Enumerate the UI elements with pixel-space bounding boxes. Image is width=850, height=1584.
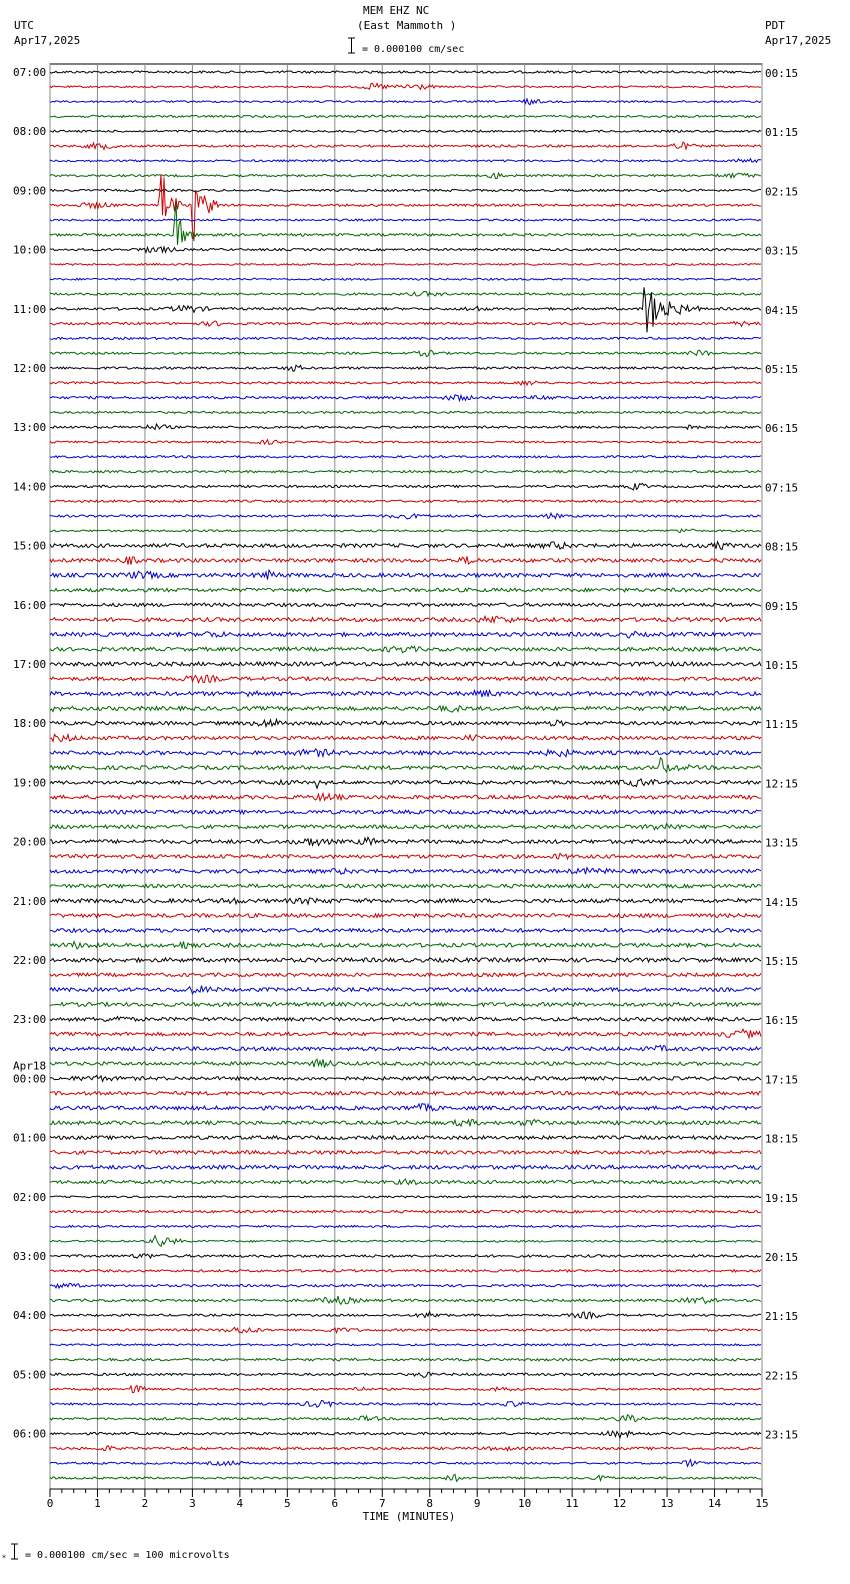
seismic-trace xyxy=(50,71,761,73)
seismic-trace xyxy=(50,1460,761,1467)
seismic-trace xyxy=(50,173,761,178)
pdt-hour-label: 18:15 xyxy=(765,1132,799,1146)
seismic-trace xyxy=(50,646,761,652)
left-timezone: UTC xyxy=(14,19,34,32)
seismic-trace xyxy=(50,1431,761,1438)
utc-hour-label: 19:00 xyxy=(13,776,47,790)
pdt-hour-label: 13:15 xyxy=(765,836,799,850)
pdt-hour-label: 20:15 xyxy=(765,1251,799,1264)
seismic-trace xyxy=(50,1296,761,1304)
seismic-trace xyxy=(50,1210,761,1213)
seismic-trace xyxy=(50,1104,761,1112)
x-tick-label: 10 xyxy=(518,1497,532,1510)
seismic-trace xyxy=(50,247,761,253)
pdt-hour-label: 19:15 xyxy=(765,1191,799,1205)
seismic-trace xyxy=(50,1076,761,1082)
x-tick-label: 5 xyxy=(284,1497,291,1510)
pdt-hour-label: 09:15 xyxy=(765,599,799,613)
seismic-trace xyxy=(50,115,761,117)
seismic-trace xyxy=(50,542,761,550)
utc-hour-label: 18:00 xyxy=(13,717,47,731)
seismic-trace xyxy=(50,1136,761,1140)
seismic-trace xyxy=(50,1045,761,1050)
seismic-trace xyxy=(50,570,761,579)
pdt-hour-label: 06:15 xyxy=(765,422,799,436)
seismic-trace xyxy=(50,174,761,241)
seismic-trace xyxy=(50,159,761,163)
seismic-trace xyxy=(50,853,761,859)
pdt-hour-label: 04:15 xyxy=(765,303,799,317)
seismic-trace xyxy=(50,1236,761,1247)
seismic-trace xyxy=(50,321,761,327)
seismic-trace xyxy=(50,749,761,757)
utc-hour-label: 01:00 xyxy=(13,1131,47,1145)
x-tick-label: 13 xyxy=(660,1497,674,1510)
seismic-trace xyxy=(50,130,761,132)
pdt-hour-label: 08:15 xyxy=(765,540,799,554)
seismic-trace xyxy=(50,1327,761,1333)
seismic-trace xyxy=(50,278,761,280)
seismic-trace xyxy=(50,1474,761,1481)
seismic-trace xyxy=(50,1017,761,1022)
seismic-trace xyxy=(50,837,761,845)
seismic-trace xyxy=(50,588,761,592)
utc-hour-label: 09:00 xyxy=(13,184,47,198)
seismic-trace xyxy=(50,1283,761,1288)
right-timezone: PDT xyxy=(765,19,785,32)
seismic-trace xyxy=(50,779,761,788)
footer-mark: ⁎ xyxy=(2,1551,6,1560)
seismic-trace xyxy=(50,395,761,401)
utc-hour-label: 15:00 xyxy=(13,539,47,553)
seismic-trace xyxy=(50,381,761,385)
seismic-trace xyxy=(50,1029,761,1038)
utc-hour-label: 22:00 xyxy=(13,954,47,967)
x-tick-label: 2 xyxy=(141,1497,149,1510)
seismic-trace xyxy=(50,263,761,265)
utc-hour-label: 13:00 xyxy=(13,421,47,435)
seismic-trace xyxy=(50,942,761,949)
footer-scale-bar-icon xyxy=(10,1543,19,1560)
date-change-label: Apr18 xyxy=(13,1059,47,1073)
utc-hour-label: 17:00 xyxy=(13,658,47,671)
seismic-trace xyxy=(50,440,761,445)
x-tick-label: 12 xyxy=(612,1497,627,1510)
pdt-hour-label: 05:15 xyxy=(765,363,799,376)
utc-hour-label: 05:00 xyxy=(13,1368,47,1382)
seismic-trace xyxy=(50,706,761,712)
seismic-trace xyxy=(50,483,761,490)
seismic-trace xyxy=(50,1120,761,1127)
seismic-trace xyxy=(50,513,761,519)
pdt-hour-label: 22:15 xyxy=(765,1369,799,1383)
seismic-trace xyxy=(50,914,761,918)
seismic-trace xyxy=(50,1446,761,1451)
utc-hour-label: 04:00 xyxy=(13,1309,47,1323)
seismic-trace xyxy=(50,973,761,977)
x-tick-label: 7 xyxy=(378,1497,386,1510)
pdt-hour-label: 07:15 xyxy=(765,481,799,495)
pdt-hour-label: 17:15 xyxy=(765,1073,799,1087)
pdt-hour-label: 03:15 xyxy=(765,244,799,258)
x-tick-label: 3 xyxy=(189,1497,196,1510)
pdt-hour-label: 23:15 xyxy=(765,1428,799,1442)
x-tick-label: 15 xyxy=(755,1497,769,1510)
seismic-trace xyxy=(50,824,761,830)
seismic-trace xyxy=(50,1312,761,1319)
seismic-trace xyxy=(50,556,761,564)
seismic-trace xyxy=(50,1254,761,1258)
utc-hour-label: 02:00 xyxy=(13,1190,47,1204)
seismic-trace xyxy=(50,719,761,726)
seismic-trace xyxy=(50,411,761,413)
seismic-trace xyxy=(50,201,761,245)
x-tick-label: 0 xyxy=(46,1497,54,1510)
seismic-trace xyxy=(50,471,761,473)
seismic-trace xyxy=(50,1091,761,1095)
seismic-trace xyxy=(50,884,761,888)
seismic-trace xyxy=(50,810,761,814)
pdt-hour-label: 12:15 xyxy=(765,777,799,791)
seismic-trace xyxy=(50,616,761,622)
station-location: (East Mammoth ) xyxy=(357,19,457,32)
x-tick-label: 6 xyxy=(331,1497,339,1510)
seismic-trace xyxy=(50,690,761,697)
seismic-trace xyxy=(50,898,761,904)
pdt-hour-label: 02:15 xyxy=(765,185,799,199)
seismic-trace xyxy=(50,675,761,683)
seismic-trace xyxy=(50,929,761,933)
seismic-trace xyxy=(50,662,761,666)
utc-hour-label: 07:00 xyxy=(13,66,47,79)
x-tick-label: 11 xyxy=(565,1497,579,1510)
seismic-trace xyxy=(50,424,761,429)
utc-hour-label: 23:00 xyxy=(13,1013,47,1027)
seismic-trace xyxy=(50,1179,761,1185)
seismic-trace xyxy=(50,1196,761,1198)
seismic-trace xyxy=(50,1151,761,1155)
x-tick-label: 8 xyxy=(426,1497,434,1510)
seismic-trace xyxy=(50,1002,761,1006)
utc-hour-label: 14:00 xyxy=(13,480,47,494)
plot-frame xyxy=(50,64,762,1489)
utc-hour-label: 11:00 xyxy=(13,302,47,316)
seismic-trace xyxy=(50,794,761,801)
seismic-trace xyxy=(50,1401,761,1408)
utc-hour-label: 12:00 xyxy=(13,362,47,375)
seismic-trace xyxy=(50,1415,761,1422)
seismic-trace xyxy=(50,758,761,772)
utc-hour-label: 08:00 xyxy=(13,125,47,139)
seismic-trace xyxy=(50,868,761,875)
seismic-trace xyxy=(50,350,761,356)
utc-hour-label: 21:00 xyxy=(13,894,47,908)
right-date: Apr17,2025 xyxy=(765,34,832,47)
pdt-hour-label: 21:15 xyxy=(765,1310,799,1324)
left-date: Apr17,2025 xyxy=(14,34,81,47)
seismic-trace xyxy=(50,603,761,606)
seismic-trace xyxy=(50,734,761,741)
seismic-trace xyxy=(50,337,761,339)
utc-hour-label: 20:00 xyxy=(13,835,47,849)
x-tick-label: 14 xyxy=(707,1497,722,1510)
seismic-trace xyxy=(50,1386,761,1393)
seismic-trace xyxy=(50,1372,761,1377)
seismic-trace xyxy=(50,529,761,533)
x-tick-label: 1 xyxy=(94,1497,101,1510)
seismic-trace xyxy=(50,365,761,371)
utc-hour-label: 00:00 xyxy=(13,1072,47,1086)
seismic-trace xyxy=(50,99,761,105)
x-axis-title: TIME (MINUTES) xyxy=(362,1510,456,1523)
seismic-trace xyxy=(50,958,761,962)
seismic-trace xyxy=(50,1358,761,1361)
seismic-trace xyxy=(50,219,761,221)
seismic-trace xyxy=(50,986,761,994)
seismic-trace xyxy=(50,1059,761,1067)
seismic-trace xyxy=(50,189,761,191)
x-tick-label: 4 xyxy=(236,1497,244,1510)
footer-scale-text: = 0.000100 cm/sec = 100 microvolts xyxy=(25,1550,230,1561)
seismic-trace xyxy=(50,142,761,149)
utc-hour-label: 06:00 xyxy=(13,1427,47,1441)
pdt-hour-label: 11:15 xyxy=(765,718,799,732)
station-title: MEM EHZ NC xyxy=(363,4,430,17)
pdt-hour-label: 01:15 xyxy=(765,126,799,140)
seismic-trace xyxy=(50,83,761,89)
seismic-trace xyxy=(50,1165,761,1169)
seismic-trace xyxy=(50,1344,761,1346)
seismic-trace xyxy=(50,1270,761,1272)
utc-hour-label: 16:00 xyxy=(13,598,47,612)
utc-hour-label: 10:00 xyxy=(13,243,47,257)
seismic-trace xyxy=(50,292,761,297)
seismic-trace xyxy=(50,456,761,458)
scale-text: = 0.000100 cm/sec xyxy=(362,44,465,55)
pdt-hour-label: 16:15 xyxy=(765,1014,799,1028)
pdt-hour-label: 10:15 xyxy=(765,659,799,672)
utc-hour-label: 03:00 xyxy=(13,1250,47,1263)
pdt-hour-label: 14:15 xyxy=(765,895,799,909)
seismic-trace xyxy=(50,1225,761,1227)
pdt-hour-label: 00:15 xyxy=(765,67,799,80)
pdt-hour-label: 15:15 xyxy=(765,955,799,968)
seismic-trace xyxy=(50,631,761,638)
x-tick-label: 9 xyxy=(473,1497,481,1510)
seismic-trace xyxy=(50,500,761,502)
